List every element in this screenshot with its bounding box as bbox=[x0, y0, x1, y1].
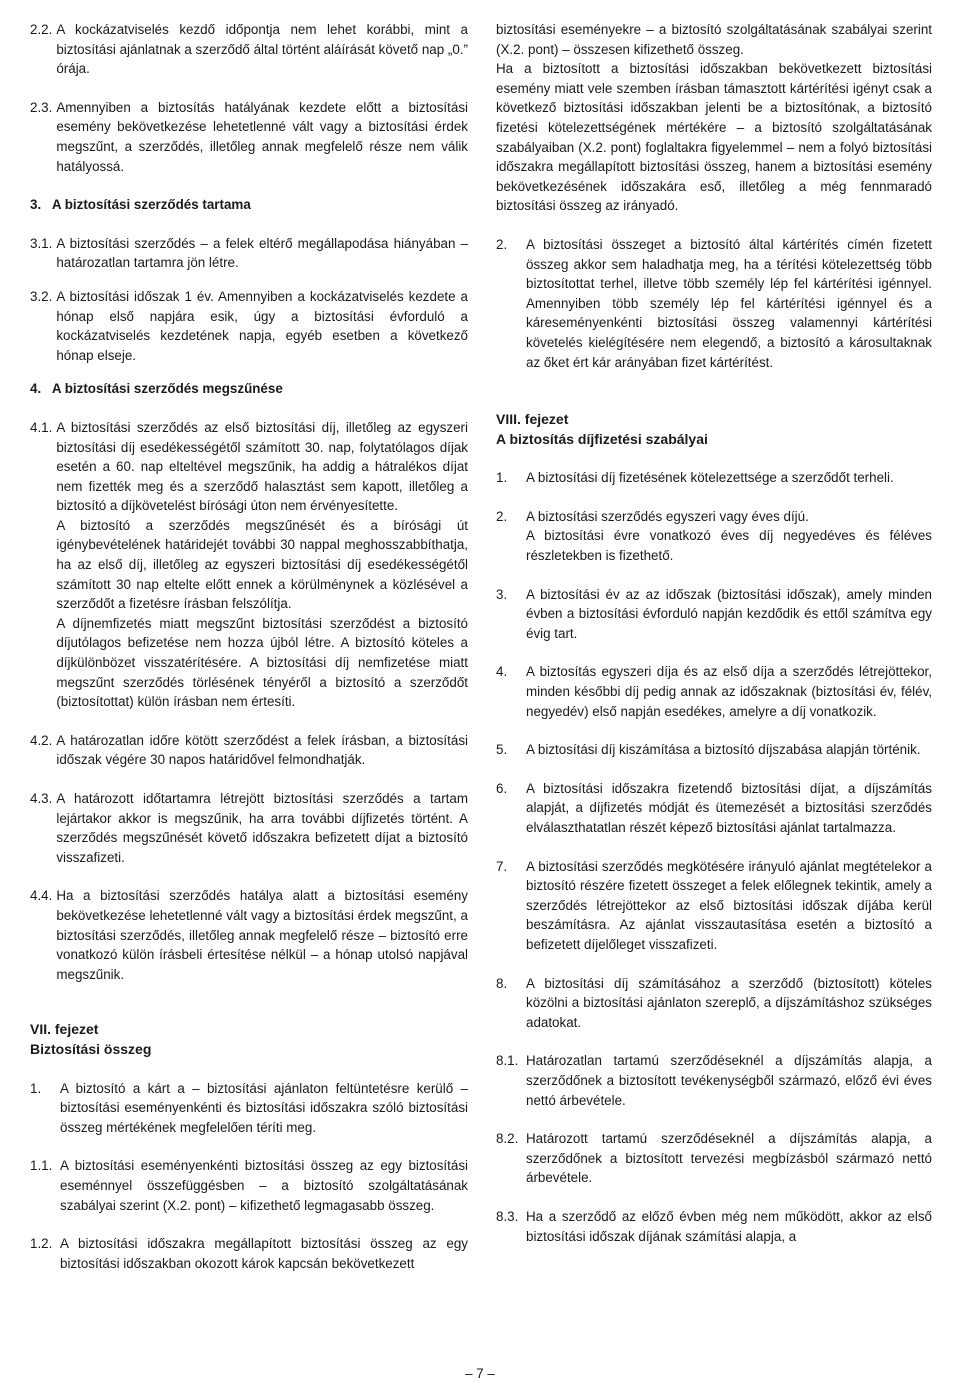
chapter-title: Biztosítási összeg bbox=[30, 1040, 152, 1057]
section-number: 4.2. bbox=[30, 732, 53, 748]
section-8-8-1 bbox=[496, 1051, 932, 1110]
section-text: Határozott tartamú szerződéseknél a díjszámítás alapja, a szerződőnek a biztosított tervezési megbízásból származó nettó árbevétele. bbox=[526, 1131, 932, 1186]
section-text: Ha a biztosítási szerződés hatálya alatt a biztosítási esemény bekövetkezése lehetetlenné vált vagy a biztosítási érdek megszűnt, a biztosítási szerződés, illetőleg annak megfelelő része – biztosító erre vonatkozó külön írásbeli értesítése nélkül – a hónap utolsó napjával megszűnik. bbox=[56, 888, 468, 982]
section-number: 4.3. bbox=[30, 791, 53, 806]
section-number: 8.1. bbox=[496, 1053, 519, 1069]
section-number: 3.2. bbox=[30, 288, 53, 304]
section-body bbox=[52, 418, 468, 712]
right-column bbox=[496, 20, 932, 1246]
page-number: – 7 – bbox=[465, 1366, 495, 1381]
section-text: A biztosítás egyszeri díja és az első díja a szerződés létrejöttekor, minden későbbi díj pedig annak az időszaknak (biztosítási év, félév, negyedév) első napján esedékes, amelyre a díj vonatkozik. bbox=[526, 664, 932, 719]
section-text: A határozatlan időre kötött szerződést a felek írásban, a biztosítási időszak végére 30 napos határidővel felmondhatják. bbox=[56, 732, 468, 768]
section-8-1 bbox=[496, 468, 932, 488]
section-8-5 bbox=[496, 740, 932, 760]
section-number: 3. bbox=[496, 586, 508, 602]
section-4-3 bbox=[30, 789, 468, 867]
section-number: 1. bbox=[30, 1080, 42, 1096]
section-text: Ha a szerződő az előző évben még nem működött, akkor az első biztosítási időszak díjának számítási alapja, a bbox=[526, 1208, 932, 1244]
chapter-number: VII. fejezet bbox=[30, 1021, 99, 1038]
section-number: 5. bbox=[496, 742, 508, 758]
section-text: A biztosítási szerződés – a felek eltérő megállapodása hiányában – határozatlan tartamra jön létre. bbox=[56, 235, 468, 271]
section-8-8 bbox=[496, 974, 932, 1033]
section-text: A biztosító a szerződés megszűnését és a bírósági út igénybevételének határidejét további 30 nappal meghosszabbíthatja, ha az első díj, illetőleg az egyszeri biztosítási díj esedékességétől számított 30 nap eltelte előtt ennek a körülménynek a közlésével a szerződőt a fizetésre írásban felszólítja. bbox=[56, 517, 468, 612]
section-8-2 bbox=[496, 507, 932, 566]
left-column bbox=[30, 20, 468, 1273]
section-8-4 bbox=[496, 662, 932, 721]
section-text: A biztosítási szerződés az első biztosítási díj, illetőleg az egyszeri biztosítási díj esedékességétől számított 30. nap, folytatólagos díjak esetén a 60. nap elteltével megszűnik, ha addig a hátralékos díjat nem fizették meg és a szerződő halasztást sem kapott, illetőleg a biztosító a díjkövetelést bírósági úton nem érvényesítette. bbox=[56, 419, 468, 514]
section-text: A biztosítási díj számításához a szerződő (biztosított) köteles közölni a biztosítási ajánlaton szereplő, a díjszámításhoz szükséges adatokat. bbox=[526, 975, 932, 1030]
section-number: 4. bbox=[496, 664, 508, 680]
section-number: 3.1. bbox=[30, 235, 53, 251]
section-8-8-3 bbox=[496, 1207, 932, 1246]
chapter-title: A biztosítás díjfizetési szabályai bbox=[496, 430, 708, 447]
section-body bbox=[526, 507, 932, 566]
section-text: Határozatlan tartamú szerződéseknél a díjszámítás alapja, a szerződőnek a biztosított tevékenységből származó, előző évi éves nettó árbevétele. bbox=[526, 1053, 932, 1108]
section-7-2 bbox=[496, 235, 932, 372]
section-number: 4.4. bbox=[30, 888, 53, 904]
section-8-3 bbox=[496, 585, 932, 644]
section-number: 4.1. bbox=[30, 419, 53, 435]
section-number: 2. bbox=[496, 236, 508, 252]
heading-4: 4. A biztosítási szerződés megszűnése bbox=[30, 381, 283, 397]
section-number: 1. bbox=[496, 470, 508, 486]
section-number: 2.2. bbox=[30, 22, 53, 37]
section-text: A biztosítási szerződés egyszeri vagy éves díjú. bbox=[526, 508, 809, 524]
section-text: A biztosítási időszakra megállapított biztosítási összeg az egy biztosítási időszakban okozott károk kapcsán bekövetkezett bbox=[60, 1236, 468, 1271]
section-number: 7. bbox=[496, 858, 508, 874]
section-4-2 bbox=[30, 731, 468, 770]
section-2-3 bbox=[30, 98, 468, 176]
section-number: 2.3. bbox=[30, 99, 53, 115]
section-7-1-2 bbox=[30, 1234, 468, 1273]
section-text: A biztosító a kárt a – biztosítási ajánlaton feltüntetésre kerülő – biztosítási eseményenkénti és biztosítási időszakra szóló biztosítási összeg mértékének megfelelően téríti meg. bbox=[60, 1080, 468, 1135]
section-number: 8.2. bbox=[496, 1131, 519, 1147]
section-text: A biztosítási időszakra fizetendő biztosítási díjat, a díjszámítás alapját, a díjfizetés módját és ütemezését a biztosítási szerződés elválaszthatatlan részét képező biztosítási ajánlat tartalmazza. bbox=[526, 780, 932, 835]
section-number: 6. bbox=[496, 780, 508, 796]
section-2-2 bbox=[30, 20, 468, 79]
section-text: A biztosítási eseményenkénti biztosítási összeg az egy biztosítási eseménnyel összefüggésben – a biztosító szolgáltatásának szabályai szerint (X.2. pont) – kifizethető legmagasabb összeg. bbox=[60, 1158, 468, 1213]
section-8-6 bbox=[496, 779, 932, 838]
section-text: A díjnemfizetés miatt megszűnt biztosítási szerződést a biztosító díjutólagos befizetése nem hozza újból létre. A biztosító köteles a díjkülönbözet visszatérítésére. A biztosítási díj nemfizetése miatt megszűnt szerződés törlésének tényéről a biztosító a szerződőt (biztosítottat) külön írásban nem értesíti. bbox=[56, 615, 468, 710]
section-4-4 bbox=[30, 886, 468, 984]
section-number: 2. bbox=[496, 508, 508, 524]
section-text: A kockázatviselés kezdő időpontja nem lehet korábbi, mint a biztosítási ajánlatnak a szerződő által történt aláírását követő nap „0.” órája. bbox=[56, 22, 468, 77]
section-text: A határozott időtartamra létrejött biztosítási szerződés a tartam lejártakor akkor is megszűnik, ha arra további díjfizetés történt. A szerződés megszűnését követő időszakra befizetett díjat a biztosító visszafizeti. bbox=[56, 791, 468, 865]
section-7-1 bbox=[30, 1079, 468, 1138]
section-text: A biztosítási összeget a biztosító által kártérítés címén fizetett összeg akkor sem haladhatja meg, ha a térítési kötelezettség több biztosítottat terhel, illetve több személy lép fel kártérítési igénnyel. Amennyiben több személy lép fel kártérítési igénnyel és a káreseményenkénti biztosítási összeg valamennyi kártérítési követelés kielégítésére nem elegendő, a biztosító a károsultaknak az őket ért kár arányában fizet kártérítést. bbox=[526, 236, 932, 370]
section-number: 1.2. bbox=[30, 1236, 53, 1252]
continued-text: Ha a biztosított a biztosítási időszakban bekövetkezett biztosítási esemény miatt vele szemben írásban támasztott kártérítési igényt csak a következő biztosítási időszakban jelenti be a biztosítónak, a biztosító fizetési kötelezettségének mértékére – a biztosító szolgáltatásának szabályaiban (X.2. pont) foglaltakra figyelemmel – nem a folyó biztosítási időszakra megállapított biztosítási összeg, hanem a biztosítási esemény bekövetkezésének időszakára eső, illetőleg a még fennmaradó biztosítási összeg az irányadó. bbox=[496, 61, 932, 214]
section-text: A biztosítási díj kiszámítása a biztosító díjszabása alapján történik. bbox=[526, 742, 921, 758]
section-number: 8.3. bbox=[496, 1208, 519, 1224]
section-text: A biztosítási időszak 1 év. Amennyiben a kockázatviselés kezdete a hónap első napjára esik, úgy a biztosítási évforduló a kockázatviselés kezdetének napja, egyéb esetben a következő hónap elseje. bbox=[56, 288, 468, 363]
section-text: Amennyiben a biztosítás hatályának kezdete előtt a biztosítási esemény bekövetkezése lehetetlenné vált vagy a biztosítási érdek megszűnt, a szerződés, illetőleg annak megfelelő része nem válik hatályossá. bbox=[56, 99, 468, 174]
section-8-8-2 bbox=[496, 1129, 932, 1188]
section-text: A biztosítási szerződés megkötésére irányuló ajánlat megtételekor a biztosító részére fizetett összeget a felek előlegnek tekintik, amely a szerződés létrejöttekor az első biztosítási időszak díjába kerül beszámításra. Az ajánlat visszautasítása esetén a biztosító a befizetett díjelőleget visszafizeti. bbox=[526, 858, 932, 952]
chapter-7-heading bbox=[30, 1020, 468, 1059]
section-text: A biztosítási díj fizetésének kötelezettsége a szerződőt terheli. bbox=[526, 470, 894, 486]
section-7-1-1 bbox=[30, 1156, 468, 1215]
section-8-7 bbox=[496, 857, 932, 955]
section-number: 1.1. bbox=[30, 1158, 53, 1174]
chapter-8-heading bbox=[496, 410, 932, 449]
section-text: A biztosítási év az az időszak (biztosítási időszak), amely minden évben a biztosítási évforduló napján kezdődik és ettől számítva egy évig tart. bbox=[526, 586, 932, 641]
section-number: 8. bbox=[496, 975, 508, 991]
section-text: A biztosítási évre vonatkozó éves díj negyedéves és féléves részletekben is fizethető. bbox=[526, 528, 932, 564]
chapter-number: VIII. fejezet bbox=[496, 411, 569, 428]
continued-text: biztosítási eseményekre – a biztosító szolgáltatásának szabályai szerint (X.2. pont) – összesen kifizethető összeg. bbox=[496, 22, 932, 57]
section-3-2 bbox=[30, 287, 468, 365]
heading-3: 3. A biztosítási szerződés tartama bbox=[30, 197, 251, 213]
section-3-1 bbox=[30, 234, 468, 273]
section-4-1 bbox=[30, 418, 468, 712]
